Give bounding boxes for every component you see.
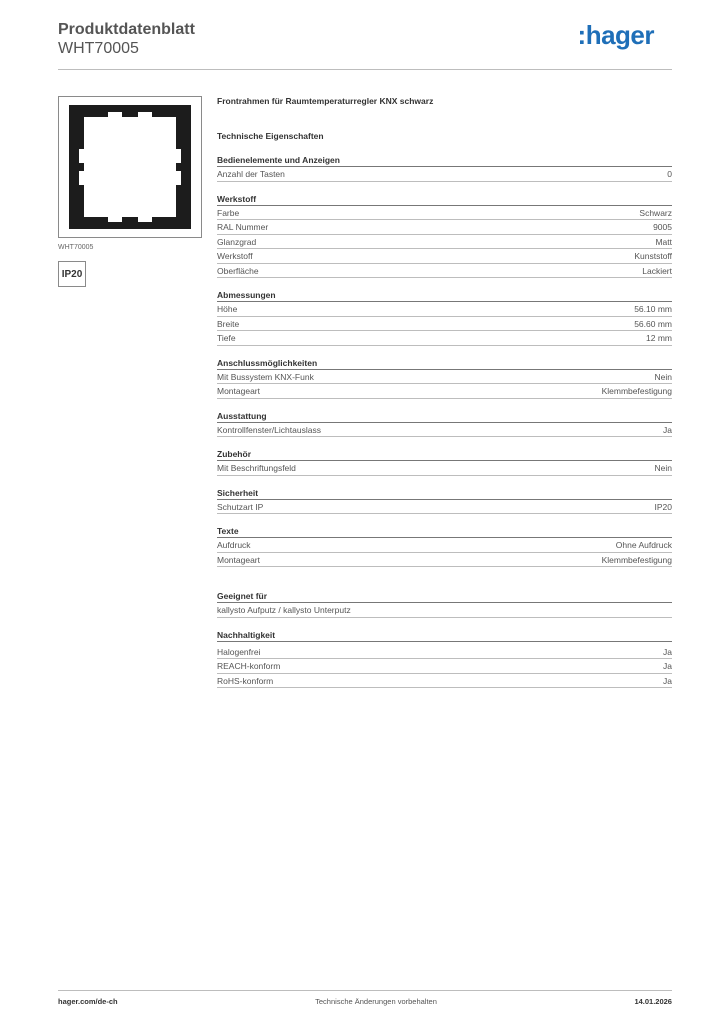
spec-row bbox=[217, 645, 672, 660]
section-title: Abmessungen bbox=[217, 289, 672, 302]
spec-value: Ja bbox=[663, 661, 672, 671]
spec-label: RoHS-konform bbox=[217, 675, 274, 686]
spec-section bbox=[217, 629, 672, 689]
spec-label: Oberfläche bbox=[217, 265, 259, 276]
spec-value: Kunststoff bbox=[634, 251, 672, 261]
spec-section bbox=[217, 154, 672, 182]
spec-row bbox=[217, 167, 672, 182]
spec-row bbox=[217, 603, 672, 618]
spec-content bbox=[217, 94, 672, 688]
spec-row bbox=[217, 674, 672, 689]
product-image bbox=[58, 96, 202, 238]
image-caption: WHT70005 bbox=[58, 244, 94, 251]
ip-rating-badge: IP20 bbox=[58, 261, 86, 287]
section-title: Nachhaltigkeit bbox=[217, 629, 672, 642]
spec-row bbox=[217, 553, 672, 568]
spec-value: 56.10 mm bbox=[634, 304, 672, 314]
spec-value: Ja bbox=[663, 646, 672, 657]
spec-label: kallysto Aufputz / kallysto Unterputz bbox=[217, 605, 351, 615]
spec-row bbox=[217, 220, 672, 235]
spec-row bbox=[217, 206, 672, 221]
spec-section bbox=[217, 525, 672, 567]
hager-logo: :hager bbox=[577, 20, 654, 50]
page-header bbox=[58, 20, 672, 70]
spec-row bbox=[217, 423, 672, 438]
spec-label: Farbe bbox=[217, 207, 240, 218]
spec-value: Ohne Aufdruck bbox=[615, 540, 672, 550]
spec-value: Nein bbox=[654, 463, 672, 473]
spec-section bbox=[217, 357, 672, 399]
spec-value: Klemmbefestigung bbox=[601, 554, 672, 565]
features-heading: Technische Eigenschaften bbox=[217, 131, 324, 141]
spec-value: Nein bbox=[654, 371, 672, 382]
spec-row bbox=[217, 461, 672, 476]
spec-value: 9005 bbox=[653, 222, 672, 232]
spec-row bbox=[217, 500, 672, 515]
spec-row bbox=[217, 249, 672, 264]
section-title: Werkstoff bbox=[217, 193, 672, 206]
footer-website: hager.com/de-ch bbox=[58, 997, 118, 1006]
spec-row bbox=[217, 317, 672, 332]
page-footer bbox=[58, 990, 672, 1006]
spec-row bbox=[217, 302, 672, 317]
spec-row bbox=[217, 331, 672, 346]
spec-row bbox=[217, 384, 672, 399]
spec-value: Schwarz bbox=[639, 207, 672, 218]
spec-row bbox=[217, 370, 672, 385]
product-number: WHT70005 bbox=[58, 40, 139, 57]
spec-label: Aufdruck bbox=[217, 540, 251, 550]
spec-value: Lackiert bbox=[642, 265, 672, 276]
spec-label: Glanzgrad bbox=[217, 236, 257, 247]
spec-value: Ja bbox=[663, 424, 672, 435]
spec-label: Mit Bussystem KNX-Funk bbox=[217, 371, 314, 382]
spec-label: Breite bbox=[217, 318, 240, 329]
section-title: Zubehör bbox=[217, 448, 672, 461]
spec-section bbox=[217, 289, 672, 346]
spec-row bbox=[217, 659, 672, 674]
spec-label: Höhe bbox=[217, 304, 238, 314]
spec-row bbox=[217, 538, 672, 553]
spec-value: 12 mm bbox=[646, 333, 672, 343]
spec-value: Ja bbox=[663, 675, 672, 686]
spec-value: Klemmbefestigung bbox=[601, 386, 672, 396]
spec-value: Matt bbox=[655, 236, 672, 247]
section-title: Anschlussmöglichkeiten bbox=[217, 357, 672, 370]
spec-section bbox=[217, 448, 672, 476]
spec-section bbox=[217, 487, 672, 515]
product-description: Frontrahmen für Raumtemperaturregler KNX schwarz bbox=[217, 96, 434, 106]
section-title: Ausstattung bbox=[217, 410, 672, 423]
spec-section bbox=[217, 590, 672, 618]
spec-label: REACH-konform bbox=[217, 661, 281, 671]
spec-label: Mit Beschriftungsfeld bbox=[217, 463, 296, 473]
spec-label: Halogenfrei bbox=[217, 646, 261, 657]
page-title: Produktdatenblatt bbox=[58, 21, 195, 38]
spec-label: Werkstoff bbox=[217, 251, 253, 261]
spec-label: Montageart bbox=[217, 554, 260, 565]
spec-row bbox=[217, 264, 672, 279]
spec-sections bbox=[217, 154, 672, 688]
spec-row bbox=[217, 235, 672, 250]
footer-notice: Technische Änderungen vorbehalten bbox=[315, 997, 437, 1006]
section-title: Geeignet für bbox=[217, 590, 672, 603]
spec-label: Anzahl der Tasten bbox=[217, 169, 285, 179]
spec-label: Kontrollfenster/Lichtauslass bbox=[217, 424, 321, 435]
spec-value: 56.60 mm bbox=[634, 318, 672, 329]
spec-label: Montageart bbox=[217, 386, 260, 396]
spec-label: Schutzart IP bbox=[217, 501, 264, 512]
frame-product-icon bbox=[59, 97, 201, 237]
spec-label: RAL Nummer bbox=[217, 222, 269, 232]
spec-value: IP20 bbox=[654, 501, 672, 512]
section-title: Sicherheit bbox=[217, 487, 672, 500]
section-title: Texte bbox=[217, 525, 672, 538]
spec-section bbox=[217, 410, 672, 438]
footer-date: 14.01.2026 bbox=[634, 997, 672, 1006]
spec-section bbox=[217, 193, 672, 279]
spec-value: 0 bbox=[667, 169, 672, 179]
section-title: Bedienelemente und Anzeigen bbox=[217, 154, 672, 167]
spec-label: Tiefe bbox=[217, 333, 236, 343]
